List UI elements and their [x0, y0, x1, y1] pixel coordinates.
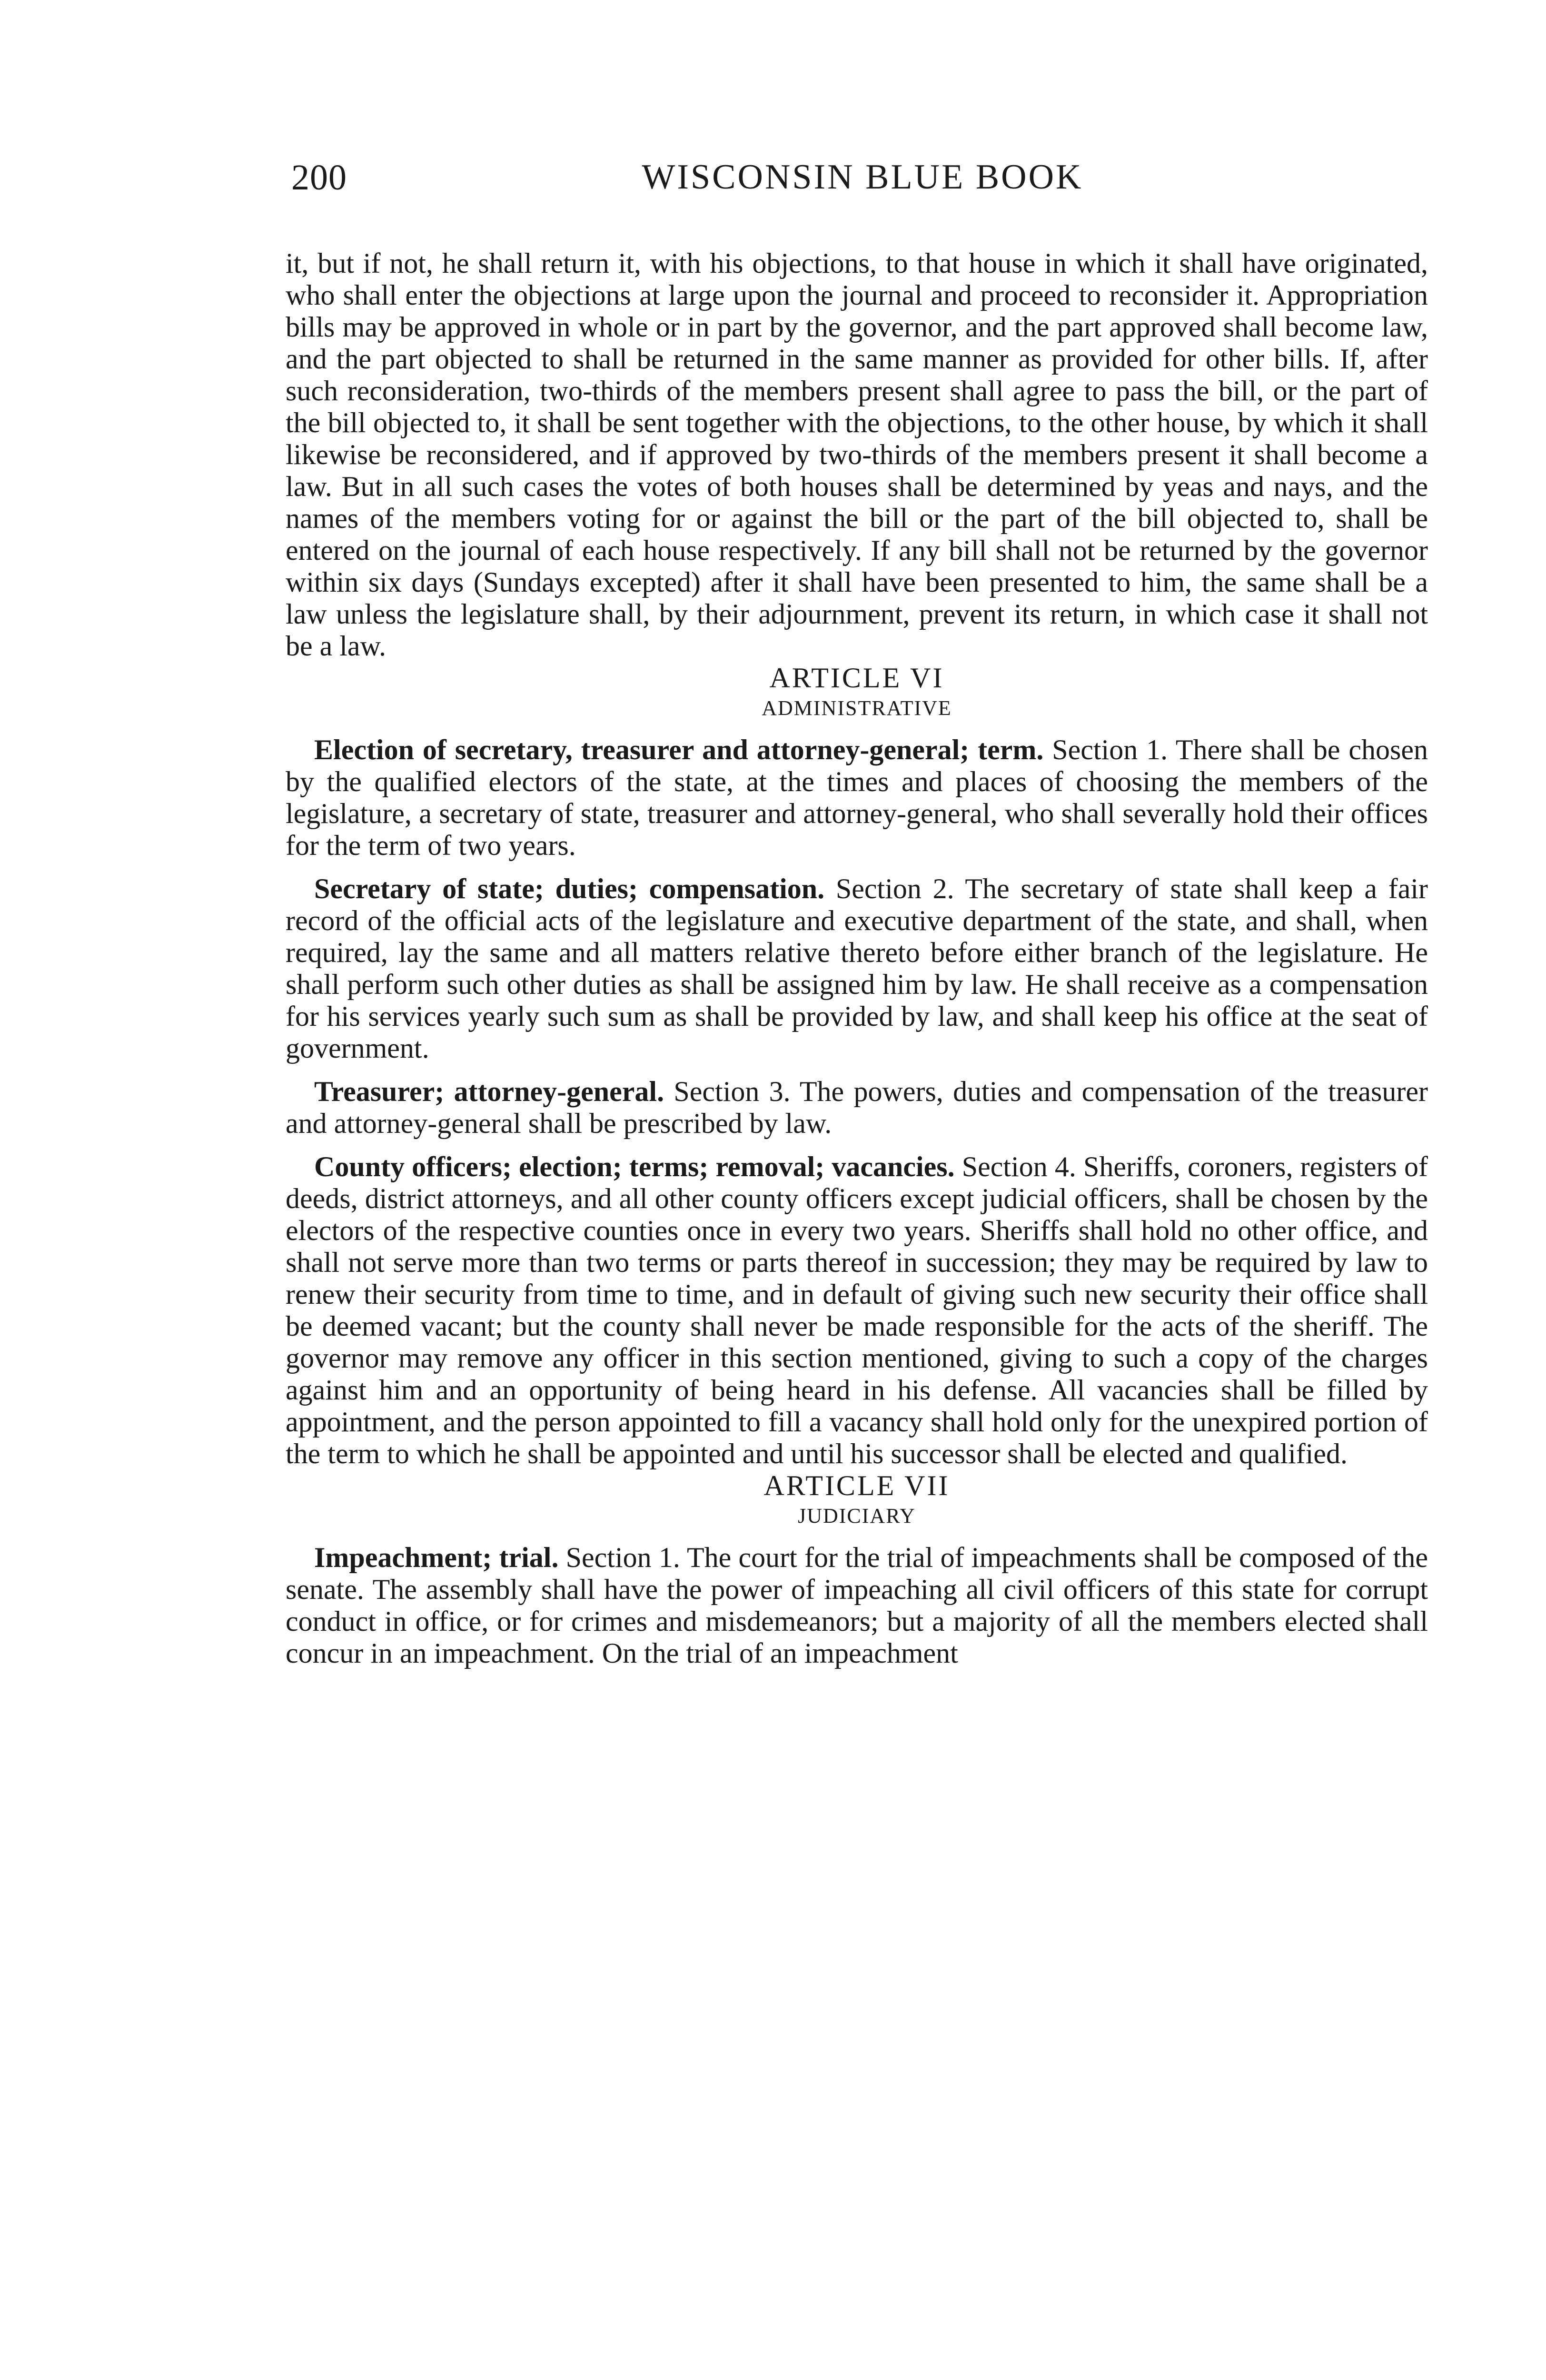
continued-paragraph: it, but if not, he shall return it, with his objections, to that house in which it shall have originated, who shall enter the objections at large upon the journal and proceed to reconsider it. Appropriation bills may be approved in whole or in part by the governor, and the part approved shall become law, and the part objected to shall be returned in the same manner as provided for other bills. If, after such reconsideration, two-thirds of the members present shall agree to pass the bill, or the part of the bill objected to, it shall be sent together with the objections, to the other house, by which it shall likewise be reconsidered, and if approved by two-thirds of the members present it shall become a law. But in all such cases the votes of both houses shall be determined by yeas and nays, and the names of the members voting for or against the bill or the part of the bill objected to, shall be entered on the journal of each house respectively. If any bill shall not be returned by the governor within six days (Sundays excepted) after it shall have been presented to him, the same shall be a law unless the legislature shall, by their adjournment, prevent its return, in which case it shall not be a law. — [286, 248, 1428, 662]
section-text: Section 4. Sheriffs, coroners, registers of deeds, district attorneys, and all other county officers except judicial officers, shall be chosen by the electors of the respective counties once in every two years. Sheriffs shall hold no other office, and shall not serve more than two terms or parts thereof in succession; they may be required by law to renew their security from time to time, and in default of giving such new security their office shall be deemed vacant; but the county shall never be made responsible for the acts of the sheriff. The governor may remove any officer in this section mentioned, giving to such a copy of the charges against him and an opportunity of being heard in his defense. All vacancies shall be filled by appointment, and the person appointed to fill a vacancy shall hold only for the unexpired portion of the term to which he shall be appointed and until his successor shall be elected and qualified. — [286, 1151, 1428, 1469]
article-vi-heading: ARTICLE VI — [769, 662, 944, 694]
page-number: 200 — [291, 158, 347, 198]
section-title: Secretary of state; duties; compensation. — [314, 873, 825, 904]
section-text: Section 2. The secretary of state shall keep a fair record of the official acts of the legislature and executive department of the state, and shall, when required, lay the same and all matters relative thereto before either branch of the legislature. He shall perform such other duties as shall be assigned him by law. He shall receive as a compensation for his services yearly such sum as shall be provided by law, and shall keep his office at the seat of government. — [286, 873, 1428, 1064]
section-title: Election of secretary, treasurer and attorney-general; term. — [314, 734, 1044, 765]
article-vi-section-3 — [286, 1076, 1428, 1140]
article-vii-heading: ARTICLE VII — [763, 1470, 950, 1501]
article-vii-subheading: JUDICIARY — [798, 1504, 916, 1527]
page-header — [291, 157, 1434, 209]
section-title: Treasurer; attorney-general. — [314, 1076, 664, 1107]
section-title: County officers; election; terms; removal; vacancies. — [314, 1151, 955, 1182]
section-text: Section 1. There shall be chosen by the qualified electors of the state, at the times and places of choosing the members of the legislature, a secretary of state, treasurer and attorney-general, who shall severally hold their offices for the term of two years. — [286, 734, 1428, 861]
page-body — [286, 248, 1428, 1669]
article-vi-section-2 — [286, 873, 1428, 1064]
article-vii-section-1 — [286, 1542, 1428, 1669]
section-text: Section 1. The court for the trial of impeachments shall be composed of the senate. The assembly shall have the power of impeaching all civil officers of this state for corrupt conduct in office, or for crimes and misdemeanors; but a majority of all the members elected shall concur in an impeachment. On the trial of an impeachment — [286, 1542, 1428, 1669]
article-vi-subheading: ADMINISTRATIVE — [762, 696, 952, 720]
section-title: Impeachment; trial. — [314, 1542, 559, 1573]
running-title: WISCONSIN BLUE BOOK — [642, 158, 1083, 197]
article-vi-section-1 — [286, 734, 1428, 862]
article-vi-section-4 — [286, 1151, 1428, 1470]
section-text: Section 3. The powers, duties and compensation of the treasurer and attorney-general shall be prescribed by law. — [286, 1076, 1428, 1139]
